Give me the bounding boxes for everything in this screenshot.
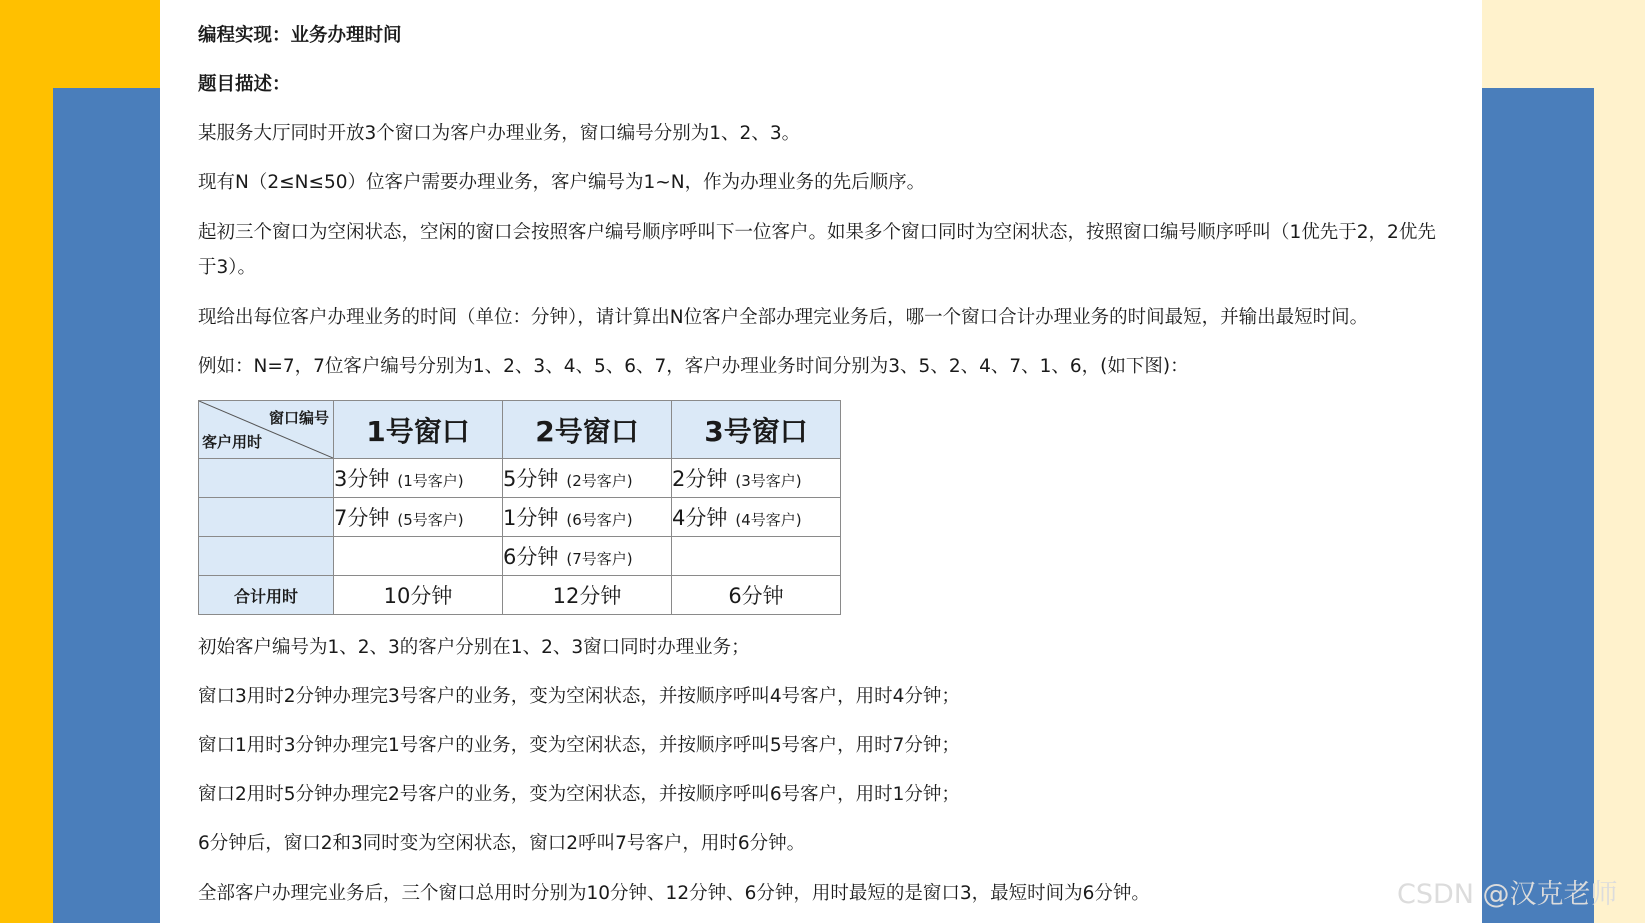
corner-bottom-label: 客户用时 xyxy=(202,433,263,451)
table-corner-cell xyxy=(199,401,334,459)
table-total-row xyxy=(199,576,841,615)
cell-time: 4分钟 xyxy=(672,506,728,530)
cell-time: 3分钟 xyxy=(334,467,390,491)
cell-customer: (6号客户) xyxy=(566,511,633,529)
header-window-1: 1号窗口 xyxy=(334,401,503,459)
corner-top-label: 窗口编号 xyxy=(268,409,329,427)
paragraph-customers: 现有N（2≤N≤50）位客户需要办理业务，客户编号为1~N，作为办理业务的先后顺序。 xyxy=(198,172,926,193)
cell-time: 1分钟 xyxy=(503,506,559,530)
total-label: 合计用时 xyxy=(199,576,334,615)
paragraph-example: 例如：N=7，7位客户编号分别为1、2、3、4、5、6、7，客户办理业务时间分别为3、5、2、4、7、1、6，(如下图)： xyxy=(198,356,1189,377)
table-cell xyxy=(503,498,672,537)
cell-customer: (1号客户) xyxy=(397,472,464,490)
page-title: 编程实现：业务办理时间 xyxy=(198,25,402,46)
table-row xyxy=(199,498,841,537)
cell-customer: (5号客户) xyxy=(397,511,464,529)
right-blue-band xyxy=(1482,88,1594,923)
cell-customer: (7号客户) xyxy=(566,550,633,568)
row-label-cell xyxy=(199,498,334,537)
table-header-row xyxy=(199,401,841,459)
description-heading: 题目描述： xyxy=(198,74,291,95)
header-window-3: 3号窗口 xyxy=(672,401,841,459)
cell-customer: (3号客户) xyxy=(735,472,802,490)
row-label-cell xyxy=(199,537,334,576)
table-cell xyxy=(672,537,841,576)
paragraph-step-4: 窗口2用时5分钟办理完2号客户的业务，变为空闲状态，并按顺序呼叫6号客户，用时1分钟； xyxy=(198,784,960,805)
cell-customer: (2号客户) xyxy=(566,472,633,490)
paragraph-step-3: 窗口1用时3分钟办理完1号客户的业务，变为空闲状态，并按顺序呼叫5号客户，用时7分钟； xyxy=(198,735,960,756)
left-blue-band xyxy=(53,88,160,923)
paragraph-step-5: 6分钟后，窗口2和3同时变为空闲状态，窗口2呼叫7号客户，用时6分钟。 xyxy=(198,833,806,854)
total-window-3: 6分钟 xyxy=(672,576,841,615)
paragraph-task: 现给出每位客户办理业务的时间（单位：分钟），请计算出N位客户全部办理完业务后，哪一个窗口合计办理业务的时间最短，并输出最短时间。 xyxy=(198,307,1369,328)
paragraph-step-2: 窗口3用时2分钟办理完3号客户的业务，变为空闲状态，并按顺序呼叫4号客户，用时4分钟； xyxy=(198,686,960,707)
row-label-cell xyxy=(199,459,334,498)
table-cell xyxy=(503,537,672,576)
table-cell xyxy=(672,498,841,537)
cell-time: 2分钟 xyxy=(672,467,728,491)
paragraph-conclusion: 全部客户办理完业务后，三个窗口总用时分别为10分钟、12分钟、6分钟，用时最短的是窗口3，最短时间为6分钟。 xyxy=(198,883,1150,904)
total-window-1: 10分钟 xyxy=(334,576,503,615)
table-row xyxy=(199,537,841,576)
paragraph-rules: 起初三个窗口为空闲状态，空闲的窗口会按照客户编号顺序呼叫下一位客户。如果多个窗口同时为空闲状态，按照窗口编号顺序呼叫（1优先于2，2优先于3）。 xyxy=(198,222,1436,278)
csdn-watermark: CSDN @汉克老师 xyxy=(1397,879,1618,910)
table-cell xyxy=(672,459,841,498)
total-window-2: 12分钟 xyxy=(503,576,672,615)
paragraph-windows: 某服务大厅同时开放3个窗口为客户办理业务，窗口编号分别为1、2、3。 xyxy=(198,123,801,144)
cell-customer: (4号客户) xyxy=(735,511,802,529)
cell-time: 7分钟 xyxy=(334,506,390,530)
cell-time: 6分钟 xyxy=(503,545,559,569)
cell-time: 5分钟 xyxy=(503,467,559,491)
table-cell xyxy=(334,537,503,576)
table-cell xyxy=(503,459,672,498)
table-cell xyxy=(334,498,503,537)
example-table xyxy=(198,400,841,615)
table-cell xyxy=(334,459,503,498)
header-window-2: 2号窗口 xyxy=(503,401,672,459)
paragraph-step-1: 初始客户编号为1、2、3的客户分别在1、2、3窗口同时办理业务； xyxy=(198,637,750,658)
table-row xyxy=(199,459,841,498)
